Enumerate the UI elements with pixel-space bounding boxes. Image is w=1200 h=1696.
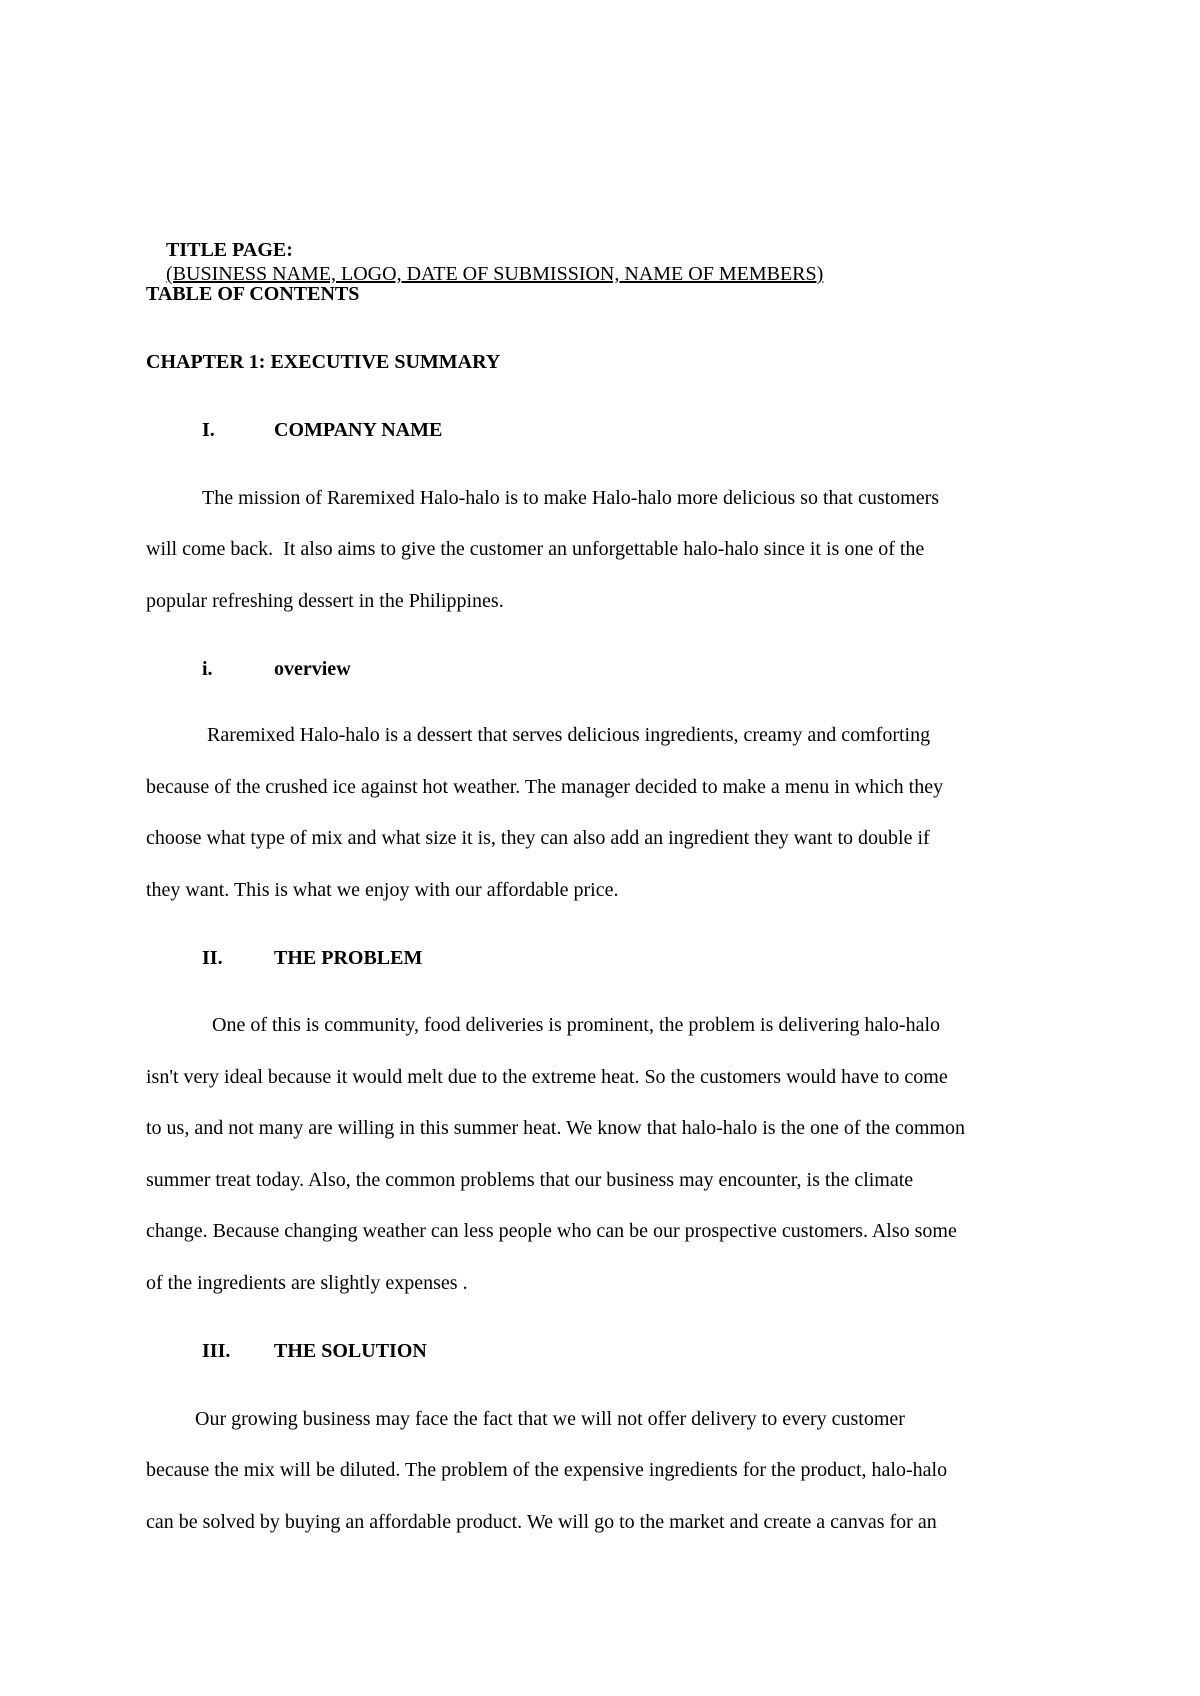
section2-title: THE PROBLEM	[274, 947, 423, 969]
overview-line: Raremixed Halo-halo is a dessert that serves delicious ingredients, creamy and comforting	[202, 724, 931, 746]
section2-line: change. Because changing weather can less people who can be our prospective customers. Also some	[146, 1220, 957, 1242]
section3-line: Our growing business may face the fact that we will not offer delivery to every customer	[195, 1408, 905, 1430]
section3-number: III.	[202, 1340, 231, 1362]
section1-title: COMPANY NAME	[274, 419, 443, 441]
overview-number: i.	[202, 658, 213, 680]
section3-line: can be solved by buying an affordable product. We will go to the market and create a canvas for an	[146, 1511, 937, 1533]
section2-line: summer treat today. Also, the common problems that our business may encounter, is the climate	[146, 1169, 914, 1191]
section2-line: isn't very ideal because it would melt due to the extreme heat. So the customers would have to come	[146, 1066, 948, 1088]
title-page-details: (BUSINESS NAME, LOGO, DATE OF SUBMISSION, NAME OF MEMBERS)	[166, 263, 824, 285]
overview-line: because of the crushed ice against hot weather. The manager decided to make a menu in which they	[146, 776, 944, 798]
toc-heading: TABLE OF CONTENTS	[146, 283, 360, 305]
section2-line: One of this is community, food deliveries is prominent, the problem is delivering halo-halo	[202, 1014, 941, 1036]
title-page-label: TITLE PAGE:	[166, 239, 293, 261]
section1-line: The mission of Raremixed Halo-halo is to make Halo-halo more delicious so that customers	[202, 487, 940, 509]
section1-line: popular refreshing dessert in the Philippines.	[146, 590, 504, 612]
section1-line: will come back. It also aims to give the customer an unforgettable halo-halo since it is one of the	[146, 538, 925, 560]
section3-title: THE SOLUTION	[274, 1340, 427, 1362]
chapter1-heading: CHAPTER 1: EXECUTIVE SUMMARY	[146, 351, 501, 373]
section1-number: I.	[202, 419, 215, 441]
section2-number: II.	[202, 947, 223, 969]
section2-line: to us, and not many are willing in this summer heat. We know that halo-halo is the one of the common	[146, 1117, 965, 1139]
overview-title: overview	[274, 658, 351, 680]
overview-line: choose what type of mix and what size it is, they can also add an ingredient they want to double if	[146, 827, 930, 849]
overview-line: they want. This is what we enjoy with our affordable price.	[146, 879, 619, 901]
section3-line: because the mix will be diluted. The problem of the expensive ingredients for the product, halo-halo	[146, 1459, 948, 1481]
section2-line: of the ingredients are slightly expenses .	[146, 1272, 468, 1294]
